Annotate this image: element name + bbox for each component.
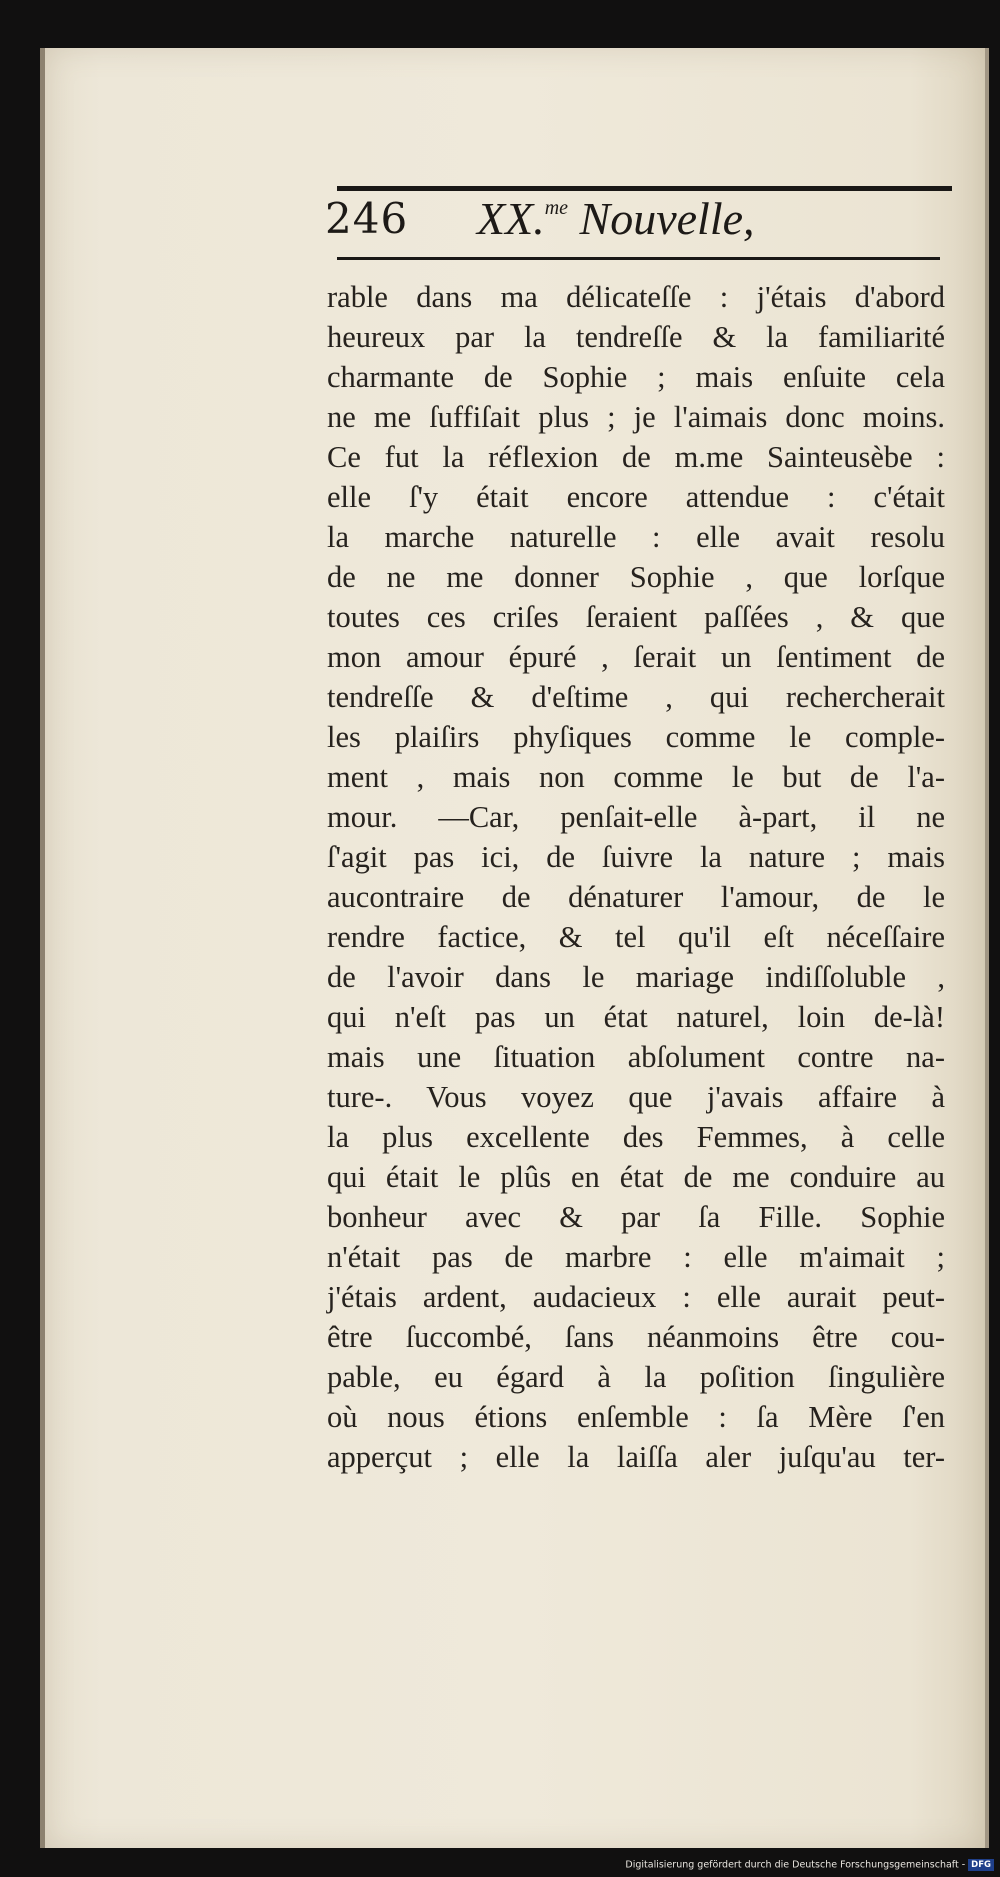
header-title-superscript: me [544, 197, 569, 219]
text-line: ſ'agit pas ici, de ſuivre la nature ; mais [327, 840, 945, 874]
digitization-footer [606, 1859, 994, 1875]
text-line: rable dans ma délicateſſe : j'étais d'abord [327, 280, 945, 314]
text-line: qui était le plûs en état de me conduire au [327, 1160, 945, 1194]
text-line: n'était pas de marbre : elle m'aimait ; [327, 1240, 945, 1274]
running-head [325, 190, 945, 252]
text-line: qui n'eſt pas un état naturel, loin de-là! [327, 1000, 945, 1034]
text-line: mour. —Car, penſait-elle à-part, il ne [327, 800, 945, 834]
text-line: heureux par la tendreſſe & la familiarité [327, 320, 945, 354]
text-line: la plus excellente des Femmes, à celle [327, 1120, 945, 1154]
header-title-main: XX. [477, 193, 545, 244]
dfg-logo: DFG [968, 1859, 994, 1871]
text-line: rendre factice, & tel qu'il eſt néceſſaire [327, 920, 945, 954]
text-line: elle ſ'y était encore attendue : c'était [327, 480, 945, 514]
text-line: de l'avoir dans le mariage indiſſoluble , [327, 960, 945, 994]
body-text [327, 277, 945, 1477]
text-line: Ce fut la réflexion de m.me Sainteusèbe : [327, 440, 945, 474]
text-line: ture-. Vous voyez que j'avais affaire à [327, 1080, 945, 1114]
text-line: charmante de Sophie ; mais enſuite cela [327, 360, 945, 394]
text-line: bonheur avec & par ſa Fille. Sophie [327, 1200, 945, 1234]
text-line: être ſuccombé, ſans néanmoins être cou- [327, 1320, 945, 1354]
text-line: j'étais ardent, audacieux : elle aurait peut- [327, 1280, 945, 1314]
text-line: mon amour épuré , ſerait un ſentiment de [327, 640, 945, 674]
text-line: de ne me donner Sophie , que lorſque [327, 560, 945, 594]
page-number: 246 [325, 194, 409, 243]
text-line: tendreſſe & d'eſtime , qui rechercherait [327, 680, 945, 714]
text-line: mais une ſituation abſolument contre na- [327, 1040, 945, 1074]
header-title-rest: Nouvelle, [568, 193, 755, 244]
text-line: où nous étions enſemble : ſa Mère ſ'en [327, 1400, 945, 1434]
text-line: apperçut ; elle la laiſſa aler juſqu'au ter- [327, 1440, 945, 1474]
header-title [477, 192, 755, 245]
text-line: ment , mais non comme le but de l'a- [327, 760, 945, 794]
text-line: ne me ſuffiſait plus ; je l'aimais donc moins. [327, 400, 945, 434]
text-line: pable, eu égard à la poſition ſingulière [327, 1360, 945, 1394]
header-rule-bottom [337, 257, 940, 260]
text-line: aucontraire de dénaturer l'amour, de le [327, 880, 945, 914]
text-line: toutes ces criſes ſeraient paſſées , & que [327, 600, 945, 634]
text-line: les plaiſirs phyſiques comme le comple- [327, 720, 945, 754]
text-line: la marche naturelle : elle avait resolu [327, 520, 945, 554]
footer-text: Digitalisierung gefördert durch die Deutsche Forschungsgemeinschaft - [625, 1859, 966, 1871]
